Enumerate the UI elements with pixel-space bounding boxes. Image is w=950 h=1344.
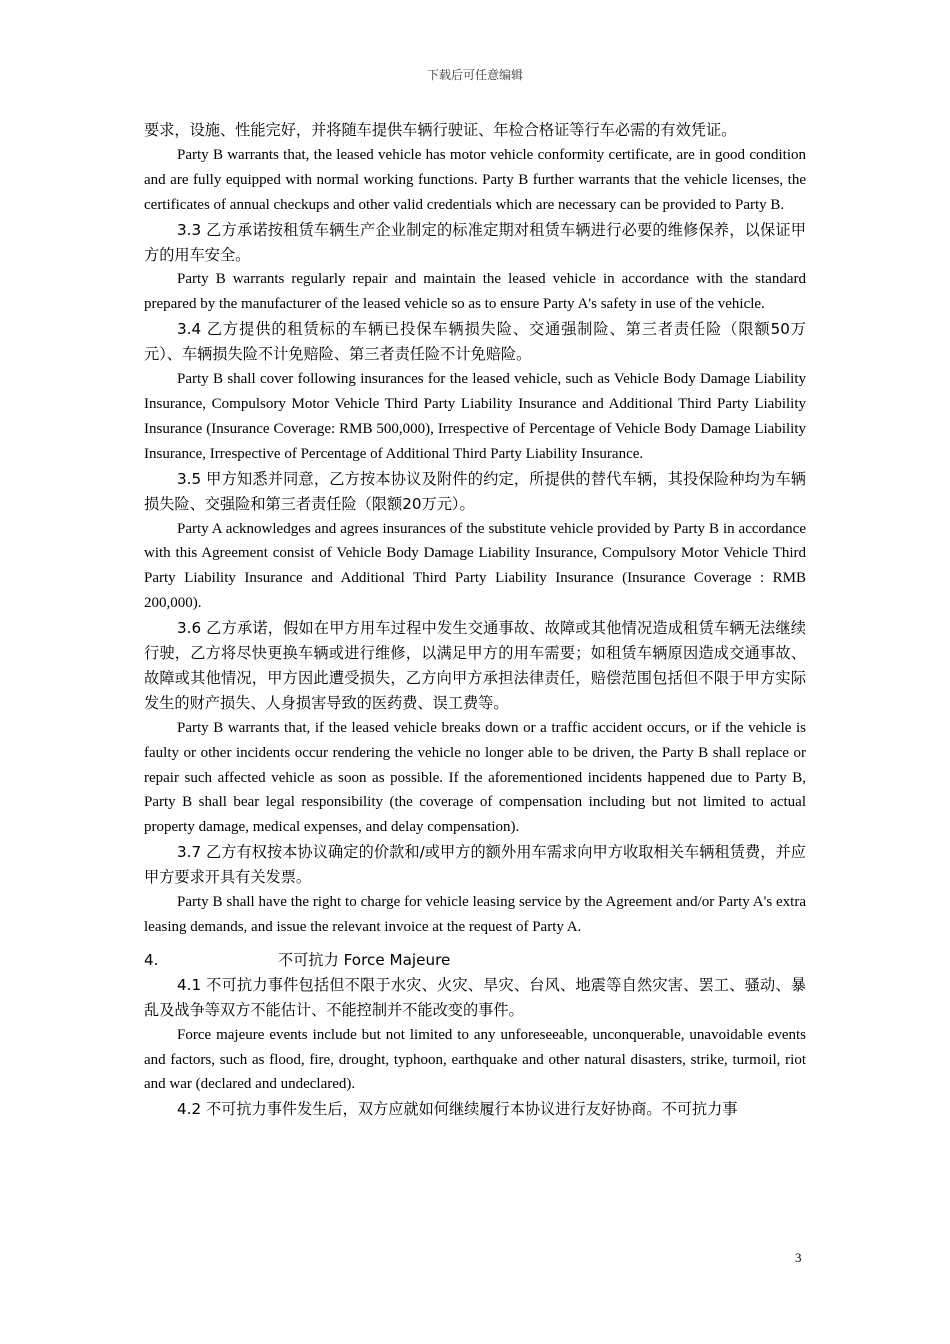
paragraph-en: Party B warrants that, the leased vehicle has motor vehicle conformity certificate, are in good condition and are fully equipped with normal working functions. Party B further warrants that the vehicle licenses, the certificates of annual checkups and other valid credentials which are necessary can be provided to Party B. xyxy=(144,146,806,213)
clause-4-1-en: Force majeure events include but not limited to any unforeseeable, unconquerable, unavoidable events and factors, such as flood, fire, drought, typhoon, earthquake and other natural disasters, strike, turmoil, riot and war (declared and undeclared). xyxy=(144,1026,806,1093)
clause-3-3-zh: 3.3 乙方承诺按租赁车辆生产企业制定的标准定期对租赁车辆进行必要的维修保养，以保证甲方的用车安全。 xyxy=(144,220,806,264)
page-header: 下载后可任意编辑 xyxy=(426,68,523,82)
paragraph-zh: 要求，设施、性能完好，并将随车提供车辆行驶证、年检合格证等行车必需的有效凭证。 xyxy=(144,121,737,139)
clause-4-1-zh: 4.1 不可抗力事件包括但不限于水灾、火灾、旱灾、台风、地震等自然灾害、罢工、骚动、暴乱及战争等双方不能估计、不能控制并不能改变的事件。 xyxy=(144,975,806,1019)
section-heading xyxy=(144,948,806,973)
document-body xyxy=(144,118,806,1122)
clause-3-4-en: Party B shall cover following insurances for the leased vehicle, such as Vehicle Body Damage Liability Insurance, Compulsory Motor Vehicle Third Party Liability Insurance and Additional Third Party Liability Insurance (Insurance Coverage: RMB 500,000), Irrespective of Percentage of Vehicle Body Damage Liability Insurance, Irrespective of Percentage of Additional Third Party Liability Insurance. xyxy=(144,371,806,462)
clause-3-3-en: Party B warrants regularly repair and maintain the leased vehicle in accordance with the standard prepared by the manufacturer of the leased vehicle so as to ensure Party A's safety in use of the vehicle. xyxy=(144,271,806,313)
clause-3-5-en: Party A acknowledges and agrees insurances of the substitute vehicle provided by Party B in accordance with this Agreement consist of Vehicle Body Damage Liability Insurance, Compulsory Motor Vehicle Third Party Liability Insurance and Additional Third Party Liability Insurance (Insurance Coverage : RMB 200,000). xyxy=(144,520,806,612)
clause-3-5-zh: 3.5 甲方知悉并同意，乙方按本协议及附件的约定，所提供的替代车辆，其投保险种均为车辆损失险、交强险和第三者责任险（限额20万元）。 xyxy=(144,469,806,513)
clause-3-7-zh: 3.7 乙方有权按本协议确定的价款和/或甲方的额外用车需求向甲方收取相关车辆租赁费，并应甲方要求开具有关发票。 xyxy=(144,843,806,887)
clause-4-2-zh: 4.2 不可抗力事件发生后，双方应就如何继续履行本协议进行友好协商。不可抗力事 xyxy=(177,1100,738,1119)
clause-3-6-zh: 3.6 乙方承诺，假如在甲方用车过程中发生交通事故、故障或其他情况造成租赁车辆无法继续行驶，乙方将尽快更换车辆或进行维修，以满足甲方的用车需要；如租赁车辆原因造成交通事故、故障或其他情况，甲方因此遭受损失，乙方向甲方承担法律责任，赔偿范围包括但不限于甲方实际发生的财产损失、人身损害导致的医药费、误工费等。 xyxy=(144,619,806,712)
clause-3-7-en: Party B shall have the right to charge for vehicle leasing service by the Agreement and/or Party A's extra leasing demands, and issue the relevant invoice at the request of Party A. xyxy=(144,894,806,935)
section-number: 4. xyxy=(144,950,159,969)
clause-3-6-en: Party B warrants that, if the leased vehicle breaks down or a traffic accident occurs, or if the vehicle is faulty or other incidents occur rendering the vehicle no longer able to be driven, the Party B shall replace or repair such affected vehicle as soon as possible. If the aforementioned incidents happened due to Party B, Party B shall bear legal responsibility (the coverage of compensation including but not limited to actual property damage, medical expenses, and delay compensation). xyxy=(144,719,806,836)
page-number: 3 xyxy=(795,1250,802,1265)
clause-3-4-zh: 3.4 乙方提供的租赁标的车辆已投保车辆损失险、交通强制险、第三者责任险（限额50万元）、车辆损失险不计免赔险、第三者责任险不计免赔险。 xyxy=(144,320,806,364)
section-title: 不可抗力 Force Majeure xyxy=(278,950,451,969)
